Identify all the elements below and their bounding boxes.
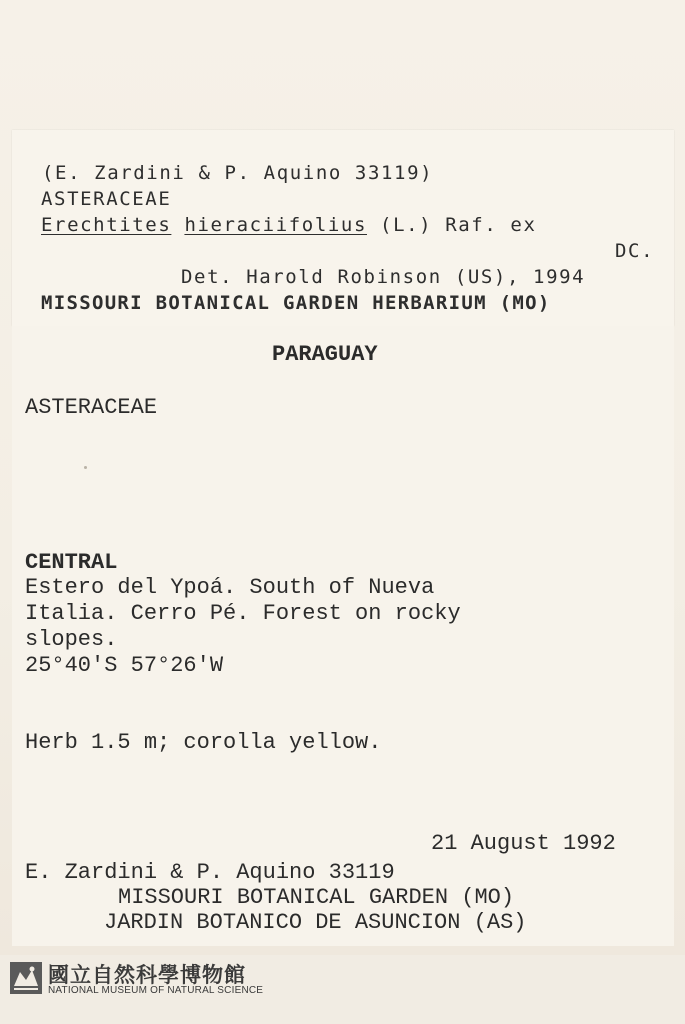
det-taxon-line xyxy=(41,214,537,236)
det-authority-cont: DC. xyxy=(615,240,655,262)
institution-2: JARDIN BOTANICO DE ASUNCION (AS) xyxy=(104,910,527,935)
det-authority: (L.) Raf. ex xyxy=(380,214,537,236)
locality-line-1: Estero del Ypoá. South of Nueva xyxy=(25,575,435,600)
museum-name-english: NATIONAL MUSEUM OF NATURAL SCIENCE xyxy=(48,985,264,996)
locality-line-3: slopes. xyxy=(25,627,118,652)
det-genus: Erechtites xyxy=(41,214,172,236)
det-determiner: Det. Harold Robinson (US), 1994 xyxy=(181,266,586,288)
det-family: ASTERACEAE xyxy=(41,188,172,210)
paper-speck xyxy=(84,466,87,469)
museum-name-chinese: 國立自然科學博物館 xyxy=(48,963,246,987)
description: Herb 1.5 m; corolla yellow. xyxy=(25,730,382,755)
country: PARAGUAY xyxy=(272,342,378,367)
det-herbarium: MISSOURI BOTANICAL GARDEN HERBARIUM (MO) xyxy=(41,292,551,314)
det-species: hieraciifolius xyxy=(184,214,367,236)
collectors: E. Zardini & P. Aquino 33119 xyxy=(25,860,395,885)
department: CENTRAL xyxy=(25,550,118,575)
museum-logo-icon xyxy=(10,962,42,994)
institution-1: MISSOURI BOTANICAL GARDEN (MO) xyxy=(118,885,515,910)
det-collector-line: (E. Zardini & P. Aquino 33119) xyxy=(42,162,434,184)
family: ASTERACEAE xyxy=(25,395,158,420)
collection-date: 21 August 1992 xyxy=(431,831,616,856)
coordinates: 25°40'S 57°26'W xyxy=(25,653,224,678)
locality-line-2: Italia. Cerro Pé. Forest on rocky xyxy=(25,601,461,626)
